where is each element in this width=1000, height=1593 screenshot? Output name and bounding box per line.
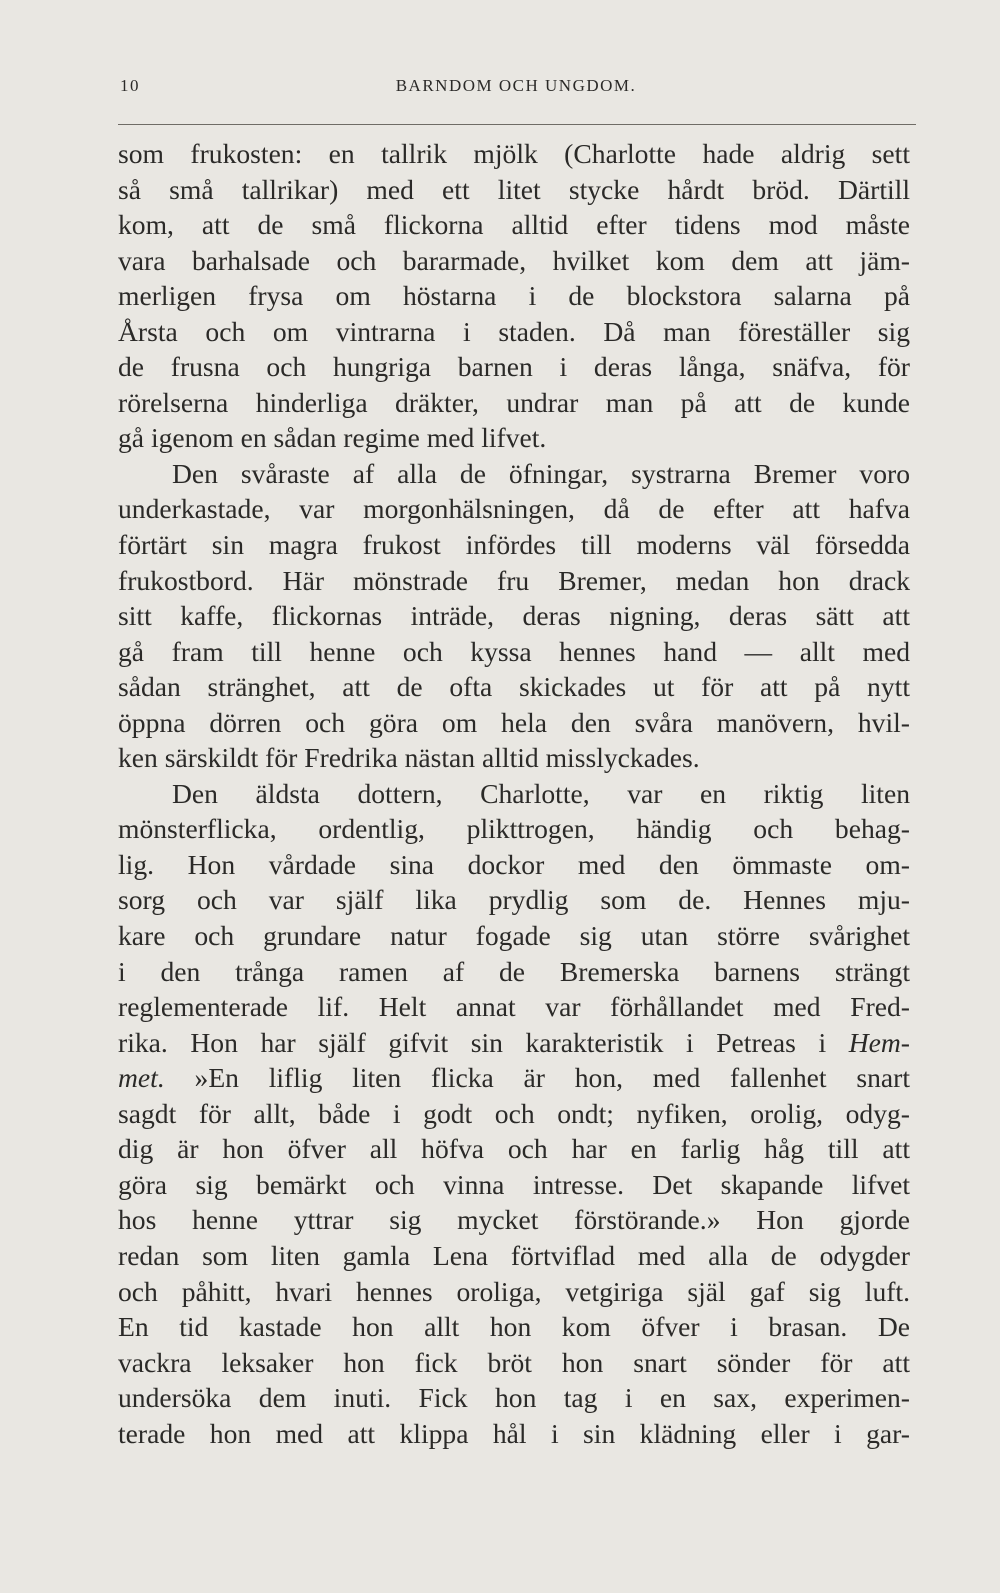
italic-title: Hem- [848,1026,910,1058]
text-line: lig. Hon vårdade sina dockor med den ömmaste om- [118,848,910,880]
text-line: sådan stränghet, att de ofta skickades ut för att på nytt [118,671,910,703]
text-line: och påhitt, hvari hennes oroliga, vetgiriga själ gaf sig luft. [118,1275,910,1307]
text-line: mönsterflicka, ordentlig, plikttrogen, händig och behag- [118,813,910,845]
text-line: öppna dörren och göra om hela den svåra manövern, hvil- [118,706,910,738]
text-line: Den svåraste af alla de öfningar, systrarna Bremer voro [172,457,910,489]
text-line: i den trånga ramen af de Bremerska barnens strängt [118,955,910,987]
text-line: sorg och var själf lika prydlig som de. Hennes mju- [118,884,910,916]
text-segment: »En liflig liten flicka är hon, med fallenhet snart [194,1062,910,1094]
text-line: kom, att de små flickorna alltid efter tidens mod måste [118,209,910,241]
text-line: vara barhalsade och bararmade, hvilket kom dem att jäm- [118,244,910,276]
text-line: dig är hon öfver all höfva och har en farlig håg till att [118,1133,910,1165]
text-line: ken särskildt för Fredrika nästan alltid misslyckades. [118,742,700,774]
text-line: rörelserna hinderliga dräkter, undrar man på att de kunde [118,386,910,418]
text-line-with-italic [118,1025,910,1061]
text-segment: rika. Hon har själf gifvit sin karakteristik i Petreas i [118,1026,827,1058]
text-line: underkastade, var morgonhälsningen, då de efter att hafva [118,493,910,525]
text-line: gå igenom en sådan regime med lifvet. [118,422,547,454]
text-line: redan som liten gamla Lena förtviflad med alla de odygder [118,1239,910,1271]
text-line: frukostbord. Här mönstrade fru Bremer, medan hon drack [118,564,910,596]
header-rule [118,124,916,125]
text-line: gå fram till henne och kyssa hennes hand — allt med [118,635,910,667]
text-line: kare och grundare natur fogade sig utan större svårighet [118,920,910,952]
text-line: hos henne yttrar sig mycket förstörande.» Hon gjorde [118,1204,910,1236]
italic-title: met. [118,1062,165,1094]
text-line: En tid kastade hon allt hon kom öfver i brasan. De [118,1311,910,1343]
text-line: terade hon med att klippa hål i sin klädning eller i gar- [118,1417,910,1449]
text-line: som frukosten: en tallrik mjölk (Charlotte hade aldrig sett [118,138,910,169]
text-line: så små tallrikar) med ett litet stycke hårdt bröd. Därtill [118,173,910,205]
page-number: 10 [120,76,140,95]
running-title: BARNDOM OCH UNGDOM. [395,76,637,95]
page-header [118,76,914,106]
text-line: reglementerade lif. Helt annat var förhållandet med Fred- [118,991,910,1023]
text-line: sitt kaffe, flickornas inträde, deras nigning, deras sätt att [118,600,910,632]
text-line: Årsta och om vintrarna i staden. Då man föreställer sig [118,315,910,347]
text-line: undersöka dem inuti. Fick hon tag i en sax, experimen- [118,1382,910,1414]
text-line-with-italic [118,1060,910,1096]
body-text [118,136,910,1451]
text-line: Den äldsta dottern, Charlotte, var en riktig liten [172,777,910,809]
text-line: merligen frysa om höstarna i de blockstora salarna på [118,280,910,312]
text-line: göra sig bemärkt och vinna intresse. Det skapande lifvet [118,1168,910,1200]
text-line: förtärt sin magra frukost infördes till moderns väl försedda [118,529,910,561]
text-line: vackra leksaker hon fick bröt hon snart sönder för att [118,1346,910,1378]
text-line: sagdt för allt, både i godt och ondt; nyfiken, orolig, odyg- [118,1097,910,1129]
text-line: de frusna och hungriga barnen i deras långa, snäfva, för [118,351,910,383]
